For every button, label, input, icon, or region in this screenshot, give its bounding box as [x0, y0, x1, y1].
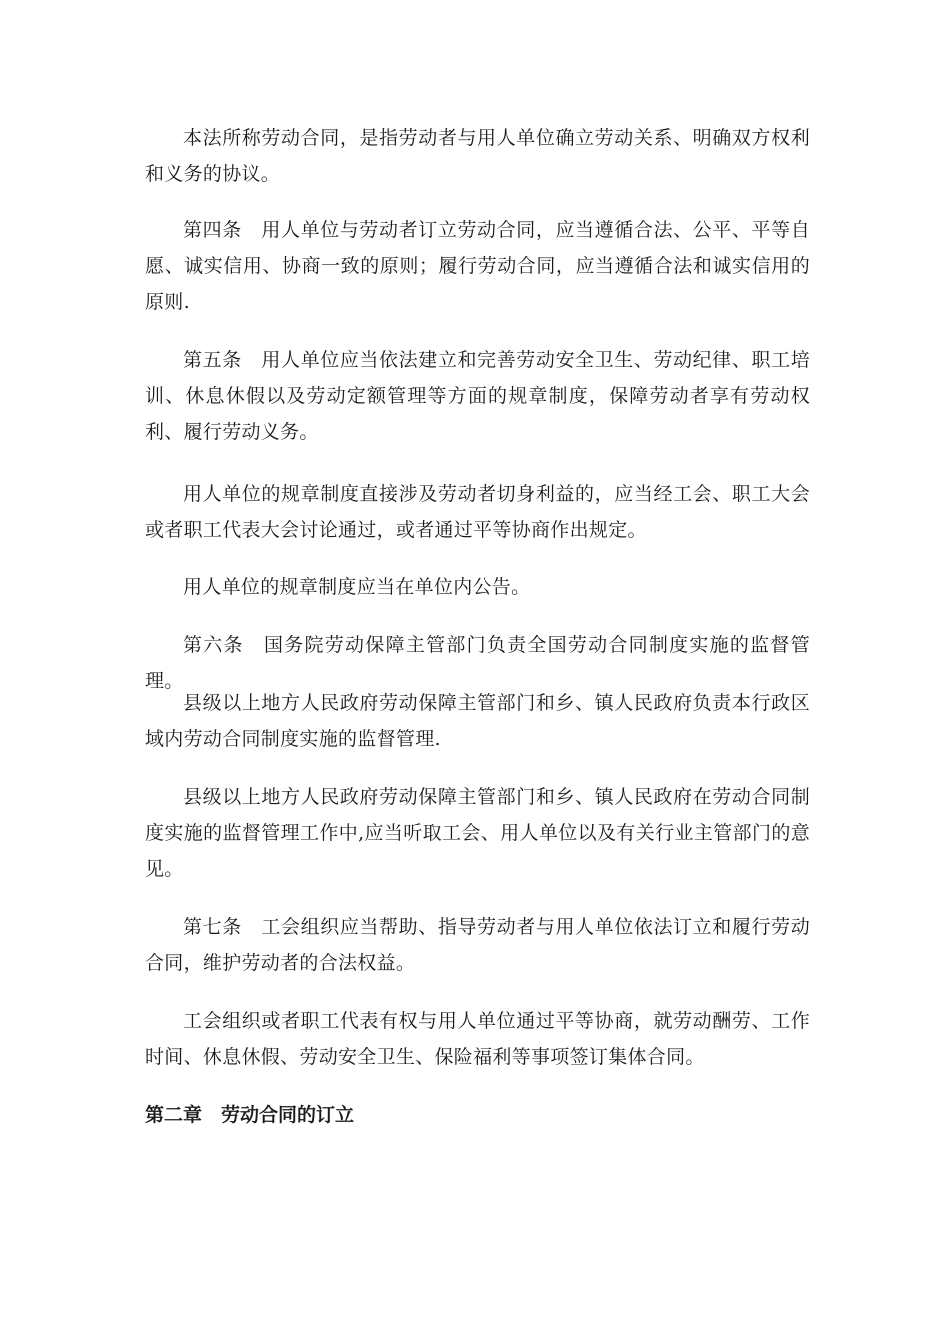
paragraph-local-supervision: 县级以上地方人民政府劳动保障主管部门和乡、镇人民政府负责本行政区域内劳动合同制度实施的监督管理. [145, 692, 810, 750]
paragraph-rules-announcement: 用人单位的规章制度应当在单位内公告。 [183, 576, 531, 598]
paragraph-contract-definition: 本法所称劳动合同，是指劳动者与用人单位确立劳动关系、明确双方权利和义务的协议。 [145, 127, 810, 185]
paragraph-rules-consultation: 用人单位的规章制度直接涉及劳动者切身利益的，应当经工会、职工大会或者职工代表大会讨论通过，或者通过平等协商作出规定。 [145, 483, 810, 541]
paragraph-article-7: 第七条 工会组织应当帮助、指导劳动者与用人单位依法订立和履行劳动合同，维护劳动者的合法权益。 [145, 916, 810, 974]
paragraph-local-opinions: 县级以上地方人民政府劳动保障主管部门和乡、镇人民政府在劳动合同制度实施的监督管理工作中,应当听取工会、用人单位以及有关行业主管部门的意见。 [145, 786, 810, 880]
paragraph-article-5: 第五条 用人单位应当依法建立和完善劳动安全卫生、劳动纪律、职工培训、休息休假以及劳动定额管理等方面的规章制度，保障劳动者享有劳动权利、履行劳动义务。 [145, 349, 810, 443]
paragraph-collective-contract: 工会组织或者职工代表有权与用人单位通过平等协商，就劳动酬劳、工作时间、休息休假、劳动安全卫生、保险福利等事项签订集体合同。 [145, 1010, 810, 1068]
paragraph-article-6: 第六条 国务院劳动保障主管部门负责全国劳动合同制度实施的监督管理。 [145, 634, 810, 692]
chapter-heading: 第二章 劳动合同的订立 [145, 1104, 355, 1126]
paragraph-article-4: 第四条 用人单位与劳动者订立劳动合同，应当遵循合法、公平、平等自愿、诚实信用、协商一致的原则；履行劳动合同，应当遵循合法和诚实信用的原则. [145, 219, 810, 313]
